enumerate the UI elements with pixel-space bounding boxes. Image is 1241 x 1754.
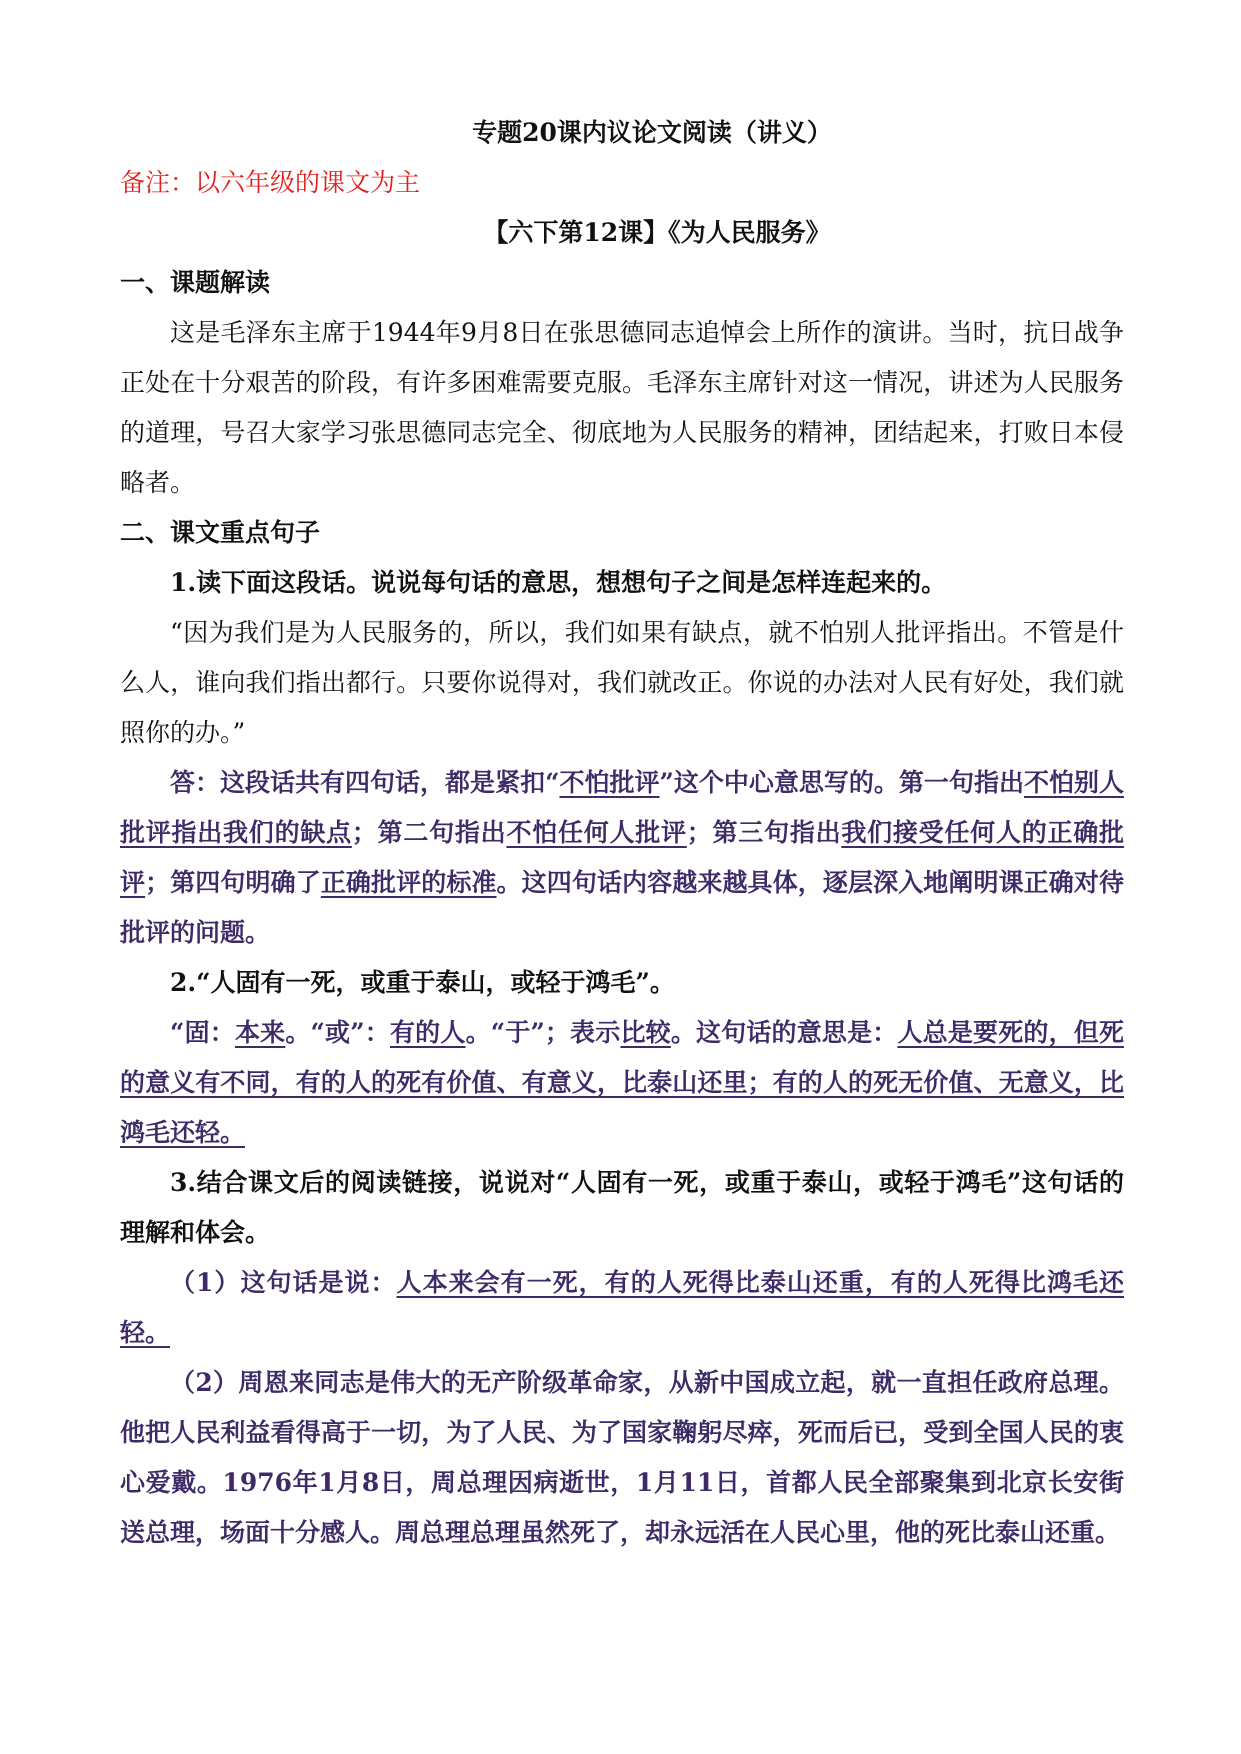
answer-2-text: 。“或”： [285,1018,390,1047]
answer-3-text: （1）这句话是说： [170,1268,397,1297]
answer-1 [120,758,1124,958]
answer-2-underline: 本来 [234,1018,286,1047]
answer-2-text: 。这句话的意思是： [670,1018,898,1047]
answer-3-part-1 [120,1258,1124,1358]
answer-3-underline: 人本来会有一死，有的人死得比泰山还重，有的人死得比鸿毛还轻。 [120,1268,1124,1347]
answer-1-underline: 不怕任何人批评 [506,818,687,847]
section-2-heading: 二、课文重点句子 [120,518,321,547]
answer-1-text: ；第三句指出 [686,818,842,847]
handout-page [120,108,1124,1558]
answer-1-underline: 不怕别人批评指出我们的缺点 [120,768,1124,847]
answer-1-underline: 我们接受任何人的正确批评 [120,818,1124,897]
answer-1-underline: 正确批评的标准 [320,868,497,897]
answer-2-underline: 人总是要死的，但死的意义有不同，有的人的死有价值、有意义，比泰山还里；有的人的死无价值、无意义，比鸿毛还轻。 [120,1018,1124,1147]
answer-1-text: 。这四句话内容越来越具体，逐层深入地阐明课正确对待批评的问题。 [120,868,1124,947]
answer-2-underline: 有的人 [390,1018,466,1047]
question-3: 3.结合课文后的阅读链接，说说对“人固有一死，或重于泰山，或轻于鸿毛”这句话的理解和体会。 [120,1168,1124,1247]
section-1-body: 这是毛泽东主席于1944年9月8日在张思德同志追悼会上所作的演讲。当时，抗日战争正处在十分艰苦的阶段，有许多困难需要克服。毛泽东主席针对这一情况，讲述为人民服务的道理，号召大家学习张思德同志完全、彻底地为人民服务的精神，团结起来，打败日本侵略者。 [120,318,1124,497]
answer-1-text: ；第二句指出 [351,818,507,847]
question-2: 2.“人固有一死，或重于泰山，或轻于鸿毛”。 [170,968,675,997]
answer-1-underline: 不怕批评 [559,768,660,797]
answer-1-text: ；第四句明确了 [145,868,321,897]
answer-1-text: 答：这段话共有四句话，都是紧扣“ [170,768,560,797]
question-1: 1.读下面这段话。说说每句话的意思，想想句子之间是怎样连起来的。 [170,568,947,597]
question-1-quote: “因为我们是为人民服务的，所以，我们如果有缺点，就不怕别人批评指出。不管是什么人，谁向我们指出都行。只要你说得对，我们就改正。你说的办法对人民有好处，我们就照你的办。” [120,618,1124,747]
doc-note: 备注：以六年级的课文为主 [120,168,421,197]
answer-2 [120,1008,1124,1158]
answer-2-text: 。“于”；表示 [465,1018,621,1047]
lesson-title: 【六下第12课】《为人民服务》 [483,218,831,247]
answer-3-part-2: （2）周恩来同志是伟大的无产阶级革命家，从新中国成立起，就一直担任政府总理。他把人民利益看得高于一切，为了人民、为了国家鞠躬尽瘁，死而后已，受到全国人民的衷心爱戴。1976年1月8日，周总理因病逝世，1月11日，首都人民全部聚集到北京长安街送总理，场面十分感人。周总理总理虽然死了，却永远活在人民心里，他的死比泰山还重。 [120,1368,1124,1547]
answer-2-text: “固： [170,1018,235,1047]
answer-1-text: ”这个中心意思写的。第一句指出 [659,768,1024,797]
section-1-heading: 一、课题解读 [120,268,271,297]
doc-title: 专题20课内议论文阅读（讲义） [472,118,832,147]
answer-2-underline: 比较 [620,1018,671,1047]
